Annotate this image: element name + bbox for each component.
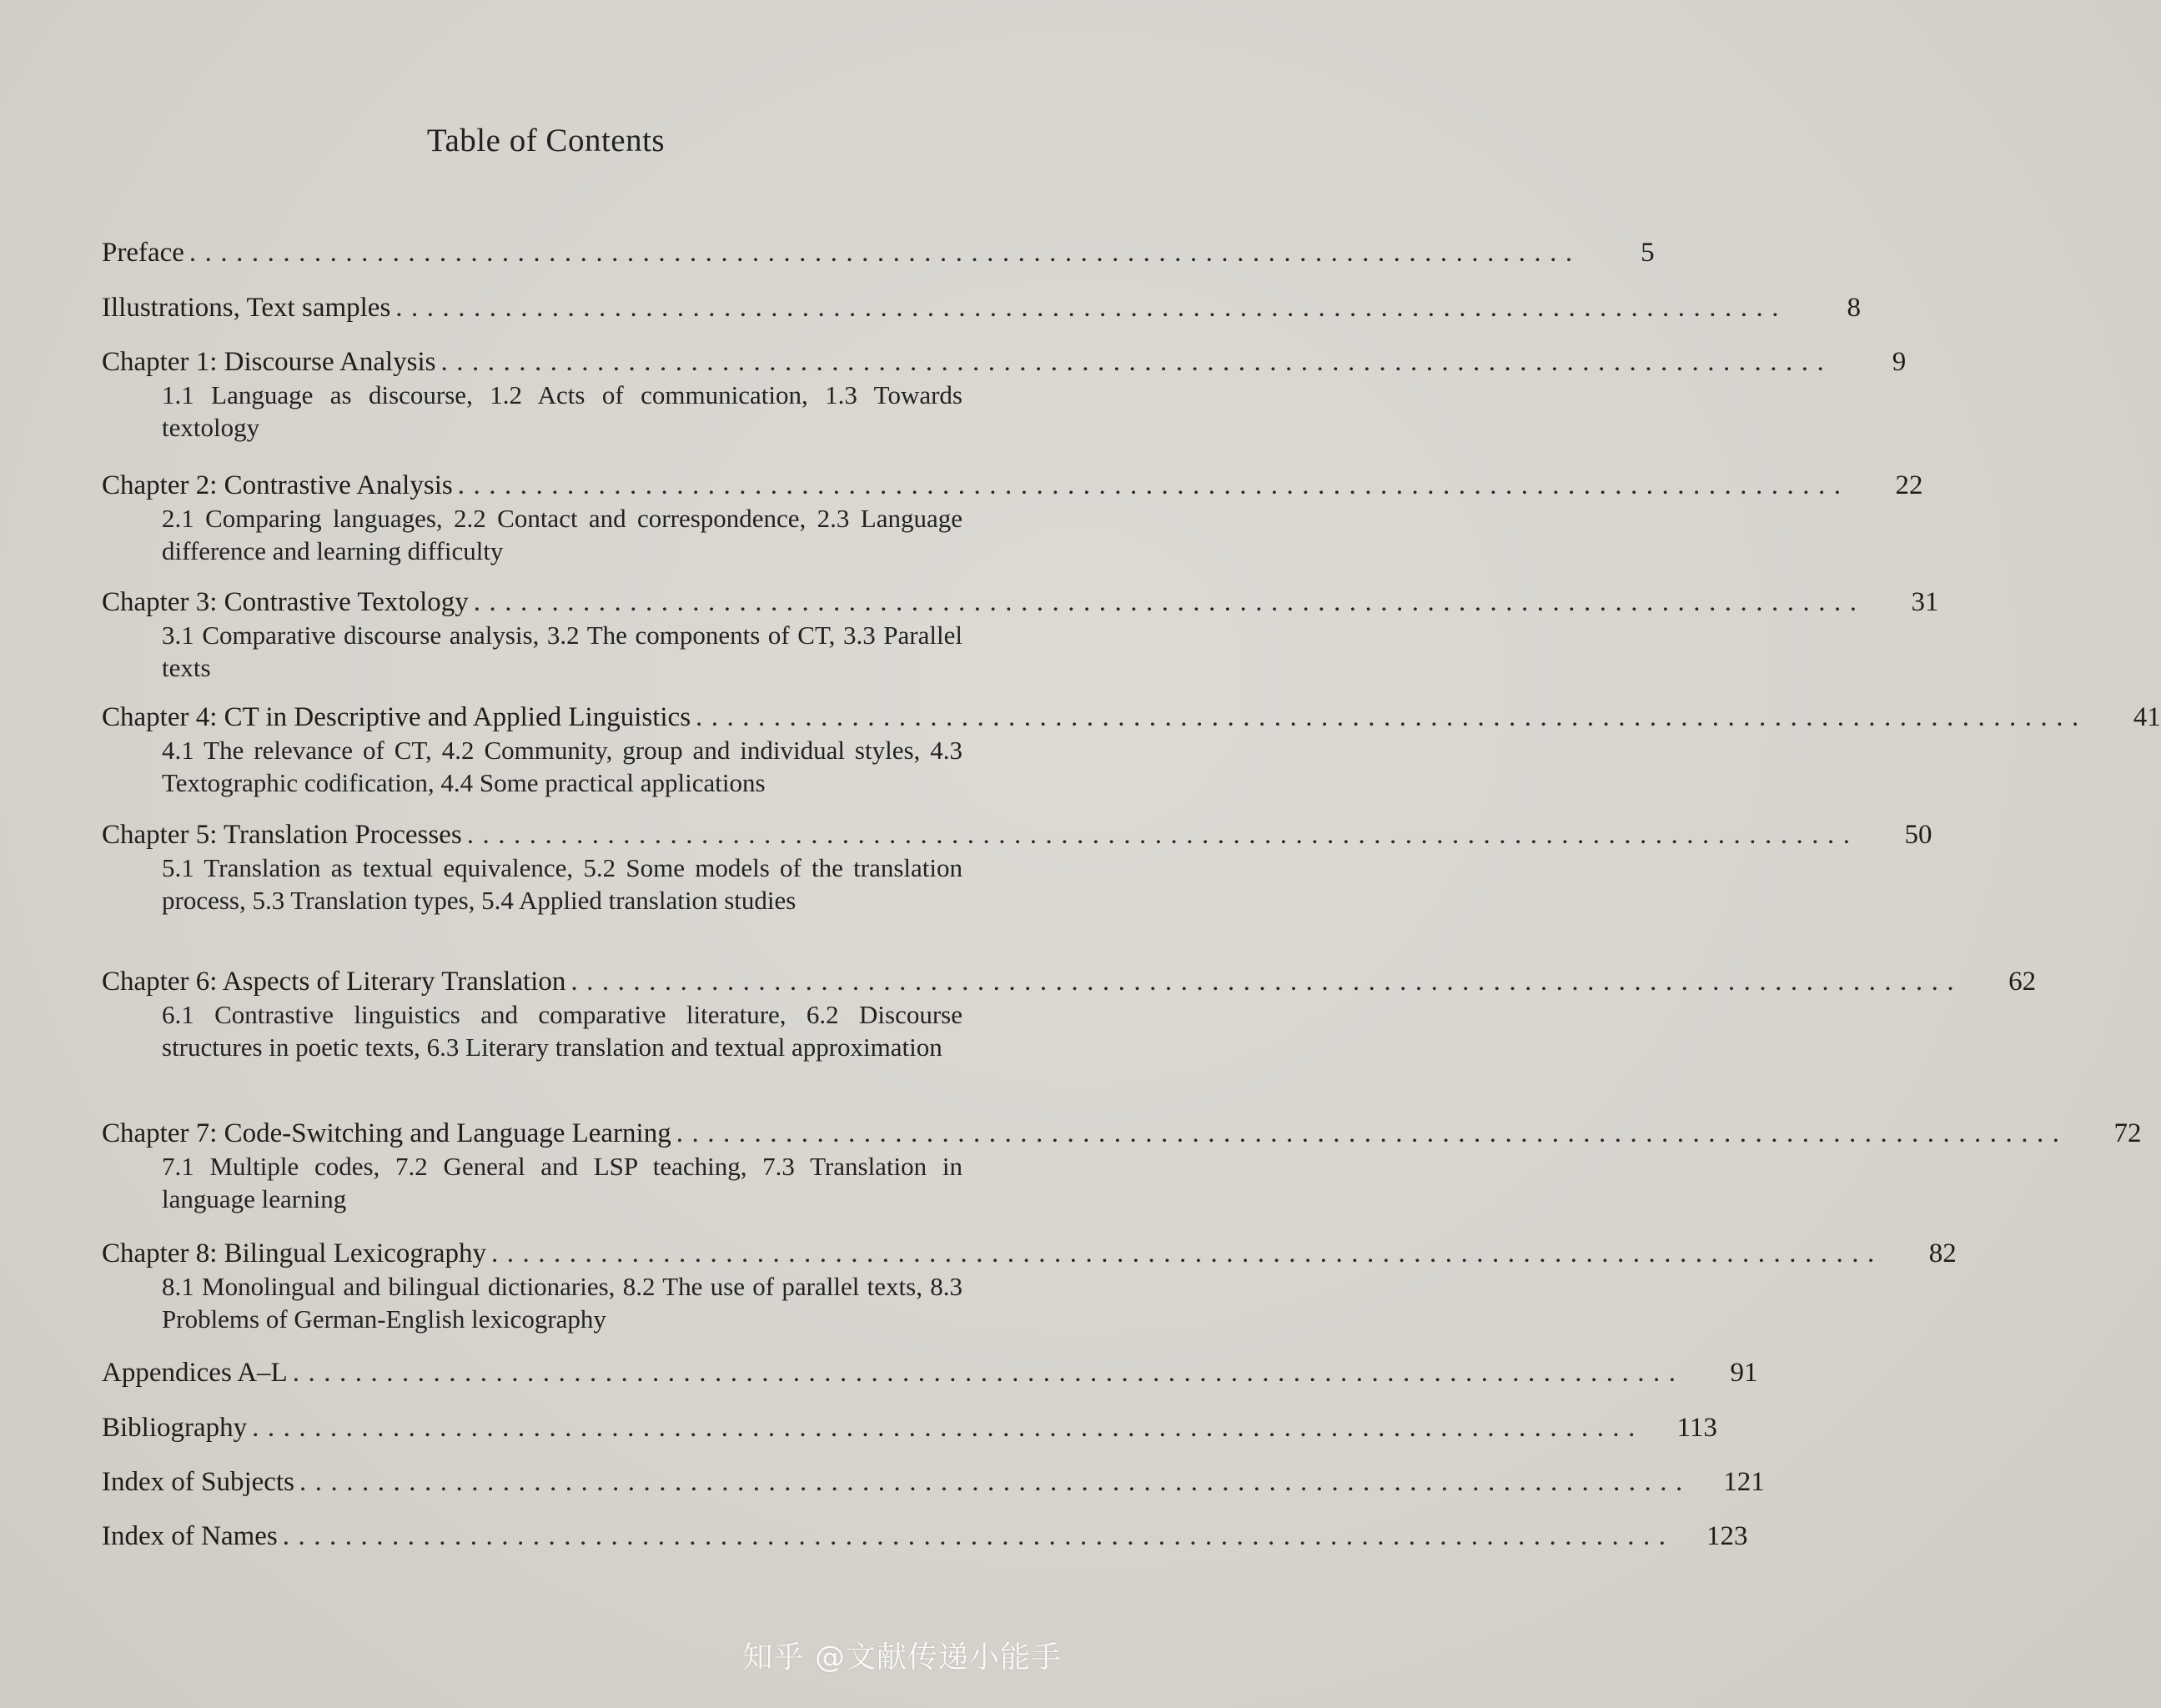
- toc-entry-index-names: [102, 1520, 1748, 1553]
- entry-label: Chapter 7: Code-Switching and Language Learning: [102, 1118, 671, 1148]
- toc-entry-chapter-4: [102, 701, 2161, 799]
- entry-label: Index of Names: [102, 1521, 278, 1551]
- dot-leader: .........................................................................................: [570, 967, 1963, 997]
- entry-page-number: 50: [1904, 820, 1932, 850]
- entry-label: Chapter 5: Translation Processes: [102, 820, 462, 850]
- dot-leader: .........................................................................................: [490, 1238, 1883, 1268]
- entry-page-number: 8: [1847, 293, 1862, 323]
- entry-subsections: 2.1 Comparing languages, 2.2 Contact and correspondence, 2.3 Language difference and learning difficulty: [162, 504, 962, 565]
- dot-leader: .........................................................................................: [252, 1413, 1644, 1443]
- entry-page-number: 72: [2113, 1118, 2142, 1148]
- entry-subsections: 5.1 Translation as textual equivalence, 5.2 Some models of the translation process, 5.3 Translation types, 5.4 Applied translation studies: [162, 853, 962, 915]
- dot-leader: .........................................................................................: [188, 238, 1581, 268]
- entry-page-number: 123: [1706, 1521, 1748, 1551]
- toc-entry-bibliography: [102, 1411, 1717, 1444]
- dot-leader: .........................................................................................: [457, 470, 1850, 500]
- toc-entry-chapter-5: [102, 818, 1932, 917]
- toc-entry-chapter-8: [102, 1237, 1957, 1335]
- toc-entry-appendices: [102, 1356, 1758, 1389]
- toc-entry-chapter-2: [102, 469, 1923, 567]
- entry-label: Chapter 8: Bilingual Lexicography: [102, 1238, 486, 1268]
- entry-page-number: 82: [1928, 1238, 1957, 1268]
- entry-label: Preface: [102, 238, 184, 268]
- entry-subsections: 3.1 Comparative discourse analysis, 3.2 The components of CT, 3.3 Parallel texts: [162, 620, 962, 682]
- entry-label: Appendices A–L: [102, 1358, 288, 1388]
- entry-label: Index of Subjects: [102, 1467, 294, 1497]
- entry-label: Chapter 6: Aspects of Literary Translation: [102, 967, 566, 997]
- dot-leader: .........................................................................................: [473, 587, 1866, 617]
- entry-label: Chapter 3: Contrastive Textology: [102, 587, 469, 617]
- entry-page-number: 22: [1895, 470, 1923, 500]
- entry-subsections: 6.1 Contrastive linguistics and comparative literature, 6.2 Discourse structures in poetic texts, 6.3 Literary translation and textual approximation: [162, 1000, 962, 1062]
- entry-label: Illustrations, Text samples: [102, 293, 391, 323]
- dot-leader: .........................................................................................: [282, 1521, 1675, 1551]
- entry-subsections: 7.1 Multiple codes, 7.2 General and LSP teaching, 7.3 Translation in language learning: [162, 1152, 962, 1213]
- entry-page-number: 41: [2133, 702, 2161, 732]
- dot-leader: .........................................................................................: [676, 1118, 2068, 1148]
- dot-leader: .........................................................................................: [696, 702, 2088, 732]
- toc-entry-preface: [102, 236, 1655, 269]
- entry-label: Chapter 2: Contrastive Analysis: [102, 470, 453, 500]
- entry-subsections: 4.1 The relevance of CT, 4.2 Community, group and individual styles, 4.3 Textographic codification, 4.4 Some practical applications: [162, 736, 962, 797]
- dot-leader: .........................................................................................: [466, 820, 1859, 850]
- entry-subsections: 8.1 Monolingual and bilingual dictionaries, 8.2 The use of parallel texts, 8.3 Problems of German-English lexicography: [162, 1272, 962, 1334]
- entry-label: Chapter 1: Discourse Analysis: [102, 347, 436, 377]
- entry-page-number: 91: [1730, 1358, 1758, 1388]
- entry-label: Bibliography: [102, 1413, 248, 1443]
- entry-page-number: 31: [1911, 587, 1939, 617]
- toc-entry-chapter-7: [102, 1117, 2142, 1215]
- page-title: Table of Contents: [426, 123, 666, 158]
- toc-entry-chapter-1: [102, 345, 1907, 444]
- dot-leader: .........................................................................................: [292, 1358, 1685, 1388]
- entry-page-number: 5: [1641, 238, 1655, 268]
- entry-label: Chapter 4: CT in Descriptive and Applied Linguistics: [102, 702, 691, 732]
- entry-page-number: 9: [1892, 347, 1907, 377]
- toc-entry-index-subjects: [102, 1465, 1765, 1499]
- entry-page-number: 62: [2008, 967, 2037, 997]
- toc-entry-illustrations: [102, 291, 1862, 324]
- watermark: 知乎 @文献传递小能手: [742, 1640, 1062, 1675]
- toc-entry-chapter-3: [102, 585, 1939, 684]
- dot-leader: .........................................................................................: [440, 347, 1833, 377]
- dot-leader: .........................................................................................: [299, 1467, 1691, 1497]
- dot-leader: .........................................................................................: [395, 293, 1788, 323]
- entry-page-number: 121: [1723, 1467, 1765, 1497]
- entry-page-number: 113: [1676, 1413, 1717, 1443]
- entry-subsections: 1.1 Language as discourse, 1.2 Acts of communication, 1.3 Towards textology: [162, 380, 962, 442]
- toc-entry-chapter-6: [102, 965, 2037, 1063]
